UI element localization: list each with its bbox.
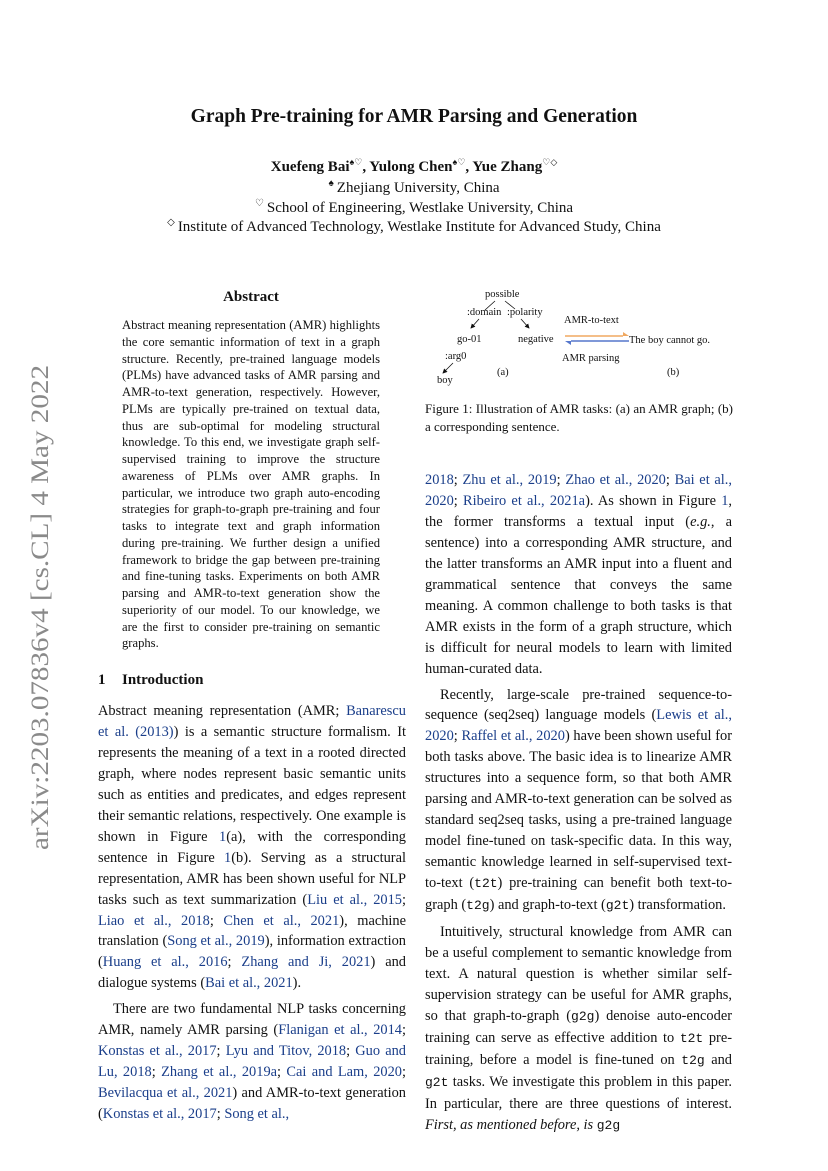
code-term: g2t — [605, 898, 630, 914]
separator: ; — [401, 1064, 406, 1081]
text-run: (a), with the corresponding sentence in Figure — [98, 828, 407, 866]
text-run: ) and dialogue systems ( — [98, 954, 406, 992]
citation-link[interactable]: Song et al., — [224, 1106, 290, 1123]
sentence: The boy cannot go. — [629, 335, 711, 346]
abstract-heading: Abstract — [223, 289, 279, 305]
edge-domain: :domain — [467, 307, 502, 318]
author-name: Yulong Chen — [369, 159, 453, 175]
separator: ; — [277, 1064, 287, 1081]
text-run: and — [704, 1051, 732, 1068]
author-name: Yue Zhang — [472, 159, 543, 175]
edge-polarity: :polarity — [507, 307, 543, 318]
text-run: Intuitively, structural knowledge from AMR can be a useful complement to semantic knowledge from text. A natural question is whether similar self-supervision strategy can be useful for AMR graphs, so that graph-to-graph ( — [425, 924, 732, 1024]
right-column — [425, 470, 732, 1137]
citation-link[interactable]: Zhang et al., 2019a — [161, 1064, 278, 1081]
code-term: g2g — [571, 1008, 595, 1024]
node-go-01: go-01 — [457, 334, 482, 345]
separator: ; — [227, 954, 242, 971]
citation-link[interactable]: Cai and Lam, 2020 — [286, 1064, 402, 1081]
italic-text: e.g. — [690, 513, 711, 530]
node-possible: possible — [485, 289, 520, 300]
text-run: ) and graph-to-text ( — [489, 897, 606, 914]
italic-text: First, as mentioned before, is — [425, 1116, 597, 1133]
figure-ref-link[interactable]: 1 — [721, 492, 729, 509]
node-boy: boy — [437, 375, 453, 386]
affiliation-text: School of Engineering, Westlake University, China — [266, 200, 574, 216]
paragraph — [425, 922, 732, 1137]
separator: ; — [453, 492, 464, 509]
citation-link[interactable]: Lewis et al., 2020 — [425, 707, 732, 745]
separator: ; — [402, 891, 407, 908]
separator: ; — [556, 472, 566, 488]
text-run: ) is a semantic structure formalism. It represents the meaning of a text in a rooted directed graph, where nodes represent basic semantic units such as entities and predicates, and edges represent their semantic relations, respectively. One example is shown in Figure — [98, 723, 406, 845]
citation-link[interactable]: Huang et al., 2016 — [102, 954, 228, 971]
separator: ; — [665, 472, 675, 488]
citation-link[interactable]: Zhang and Ji, 2021 — [241, 954, 371, 971]
citation-link[interactable]: Chen et al., 2021 — [223, 912, 340, 929]
author-marks: ♡◇ — [542, 157, 558, 167]
text-run: ) and AMR-to-text generation ( — [98, 1085, 406, 1123]
figure-1 — [425, 283, 735, 391]
citation-link[interactable]: Bai et al., 2020 — [425, 472, 732, 509]
arrow-amr-parsing-head — [565, 341, 571, 345]
arrow-label-amr-to-text: AMR-to-text — [564, 315, 619, 326]
citation-link[interactable]: Ribeiro et al., 2021a — [463, 492, 586, 509]
code-term: t2t — [474, 876, 498, 892]
text-run: ) denoise auto-encoder training can serve as effective addition to — [425, 1007, 732, 1046]
code-term: t2g — [681, 1052, 705, 1068]
affiliation — [0, 178, 828, 197]
arxiv-identifier — [14, 365, 58, 850]
citation-link[interactable]: Liao et al., 2018 — [98, 912, 210, 929]
paragraph — [98, 999, 406, 1125]
separator: ; — [216, 1106, 225, 1123]
section-title: Introduction — [122, 672, 204, 688]
section-heading — [98, 672, 408, 689]
citation-link[interactable]: 2018 — [425, 472, 454, 488]
text-run: Recently, large-scale pre-trained sequence-to-sequence (seq2seq) language models ( — [425, 686, 732, 724]
text-run: Abstract meaning representation (AMR; — [98, 703, 347, 719]
separator: ; — [402, 1022, 407, 1039]
citation-link[interactable]: Zhao et al., 2020 — [565, 472, 666, 488]
citation-link[interactable]: Liu et al., 2015 — [307, 891, 403, 908]
text-run: pre-training, before a model is fine-tuned on — [425, 1029, 733, 1068]
separator: ; — [209, 912, 224, 929]
text-run: There are two fundamental NLP tasks concerning AMR, namely AMR parsing ( — [98, 1001, 406, 1039]
citation-link[interactable]: Guo and Lu, 2018 — [98, 1043, 406, 1081]
text-run: tasks. We investigate this problem in this paper. In particular, there are three questions of interest. — [425, 1073, 732, 1112]
citation-link[interactable]: Banarescu et al. (2013) — [98, 703, 406, 740]
author-marks: ♠♡ — [349, 157, 363, 167]
citation-link[interactable]: Raffel et al., 2020 — [461, 728, 565, 745]
text-run: ), information extraction ( — [98, 933, 406, 971]
citation-link[interactable]: Lyu and Titov, 2018 — [225, 1043, 347, 1060]
figure-caption: Figure 1: Illustration of AMR tasks: (a) an AMR graph; (b) a corresponding sentence. — [425, 401, 733, 434]
affiliation-mark: ♠ — [328, 178, 334, 189]
text-run: , a sentence) into a corresponding AMR structure, and the latter transforms an AMR input into a fluent and grammatical sentence that conveys the same meaning. A common challenge to both tasks is that AMR exists in the form of a graph structure, which is difficult for neural models to learn with limited human-curated data. — [425, 513, 732, 677]
text-run: ) transformation. — [629, 897, 726, 914]
code-term: t2t — [679, 1030, 704, 1046]
author-list: Xuefeng Bai♠♡, Yulong Chen♠♡, Yue Zhang♡◇ — [270, 157, 558, 175]
code-term: t2g — [466, 898, 490, 914]
edge-line — [521, 319, 529, 328]
text-run: ) pre-training can benefit both text-to-graph ( — [425, 875, 732, 914]
separator: ; — [453, 728, 462, 745]
text-run: ). As shown in Figure — [585, 492, 722, 509]
label-a: (a) — [497, 367, 509, 378]
paragraph — [98, 701, 406, 994]
code-term: g2g — [596, 1117, 621, 1133]
citation-link[interactable]: Bai et al., 2021 — [205, 975, 293, 992]
text-run: ), machine translation ( — [98, 912, 406, 950]
figure-ref-link[interactable]: 1 — [219, 828, 227, 845]
citation-link[interactable]: Bevilacqua et al., 2021 — [98, 1085, 233, 1102]
separator: ; — [151, 1064, 162, 1081]
abstract-text: Abstract meaning representation (AMR) highlights the core semantic information of text in a graph structure. Recently, pre-trained language models (PLMs) have advanced tasks of AMR parsing and AMR-to-text generation, respectively. However, PLMs are typically pre-trained on textual data, thus are sub-optimal for modeling structural knowledge. To this end, we investigate graph self-supervised training to improve the structure awareness of PLMs over AMR graphs. In particular, we introduce two graph auto-encoding strategies for graph-to-graph pre-training and four tasks to integrate text and graph information during pre-training. We further design a unified framework to bridge the gap between pre-training and fine-tuning tasks. Experiments on both AMR parsing and AMR-to-text generation show the superiority of our model. To our knowledge, we are the first to consider pre-training on semantic graphs. — [122, 318, 380, 651]
paragraph — [425, 685, 732, 917]
affiliation-mark: ◇ — [167, 217, 175, 228]
text-run: ) have been shown useful for both tasks above. The basic idea is to linearize AMR structures into a sequence form, so that both AMR parsing and AMR-to-text generation can be solved as standard seq2seq tasks, using a pre-trained language model fine-tuned on task-specific data. In this way, semantic knowledge learned in self-supervised text-to-text ( — [425, 728, 732, 892]
affiliation — [0, 217, 828, 236]
edge-arg0: :arg0 — [445, 351, 467, 362]
label-b: (b) — [667, 367, 680, 378]
edge-line — [443, 363, 453, 373]
citation-link[interactable]: Konstas et al., 2017 — [102, 1106, 217, 1123]
edge-line — [471, 319, 479, 328]
affiliation-text: Zhejiang University, China — [336, 180, 500, 196]
citation-link[interactable]: Zhu et al., 2019 — [462, 472, 557, 488]
section-number: 1 — [98, 672, 106, 688]
paragraph — [425, 470, 732, 680]
node-negative: negative — [518, 334, 554, 345]
separator: ; — [346, 1043, 356, 1060]
author-marks: ♠♡ — [452, 157, 466, 167]
citation-link[interactable]: Konstas et al., 2017 — [98, 1043, 217, 1060]
affiliation-mark: ♡ — [254, 198, 264, 209]
affiliation-text: Institute of Advanced Technology, Westlake Institute for Advanced Study, China — [177, 219, 661, 235]
text-run: (b). Serving as a structural representation, AMR has been shown useful for NLP tasks such as text summarization ( — [98, 849, 406, 908]
text-run: ). — [292, 975, 302, 992]
arrow-label-amr-parsing: AMR parsing — [562, 353, 620, 364]
code-term: g2t — [425, 1074, 449, 1090]
figure-ref-link[interactable]: 1 — [224, 849, 232, 866]
separator: ; — [216, 1043, 226, 1060]
citation-link[interactable]: Song et al., 2019 — [167, 933, 265, 950]
text-run: , the former transforms a textual input ( — [425, 492, 733, 530]
arxiv-id-text: arXiv:2203.07836v4 [cs.CL] 4 May 2022 — [25, 425, 54, 850]
citation-link[interactable]: Flanigan et al., 2014 — [278, 1022, 403, 1039]
paper-title: Graph Pre-training for AMR Parsing and Generation — [190, 106, 638, 127]
left-column — [98, 701, 406, 1125]
separator: ; — [453, 472, 463, 488]
author-name: Xuefeng Bai — [270, 159, 350, 175]
affiliation — [0, 198, 828, 217]
